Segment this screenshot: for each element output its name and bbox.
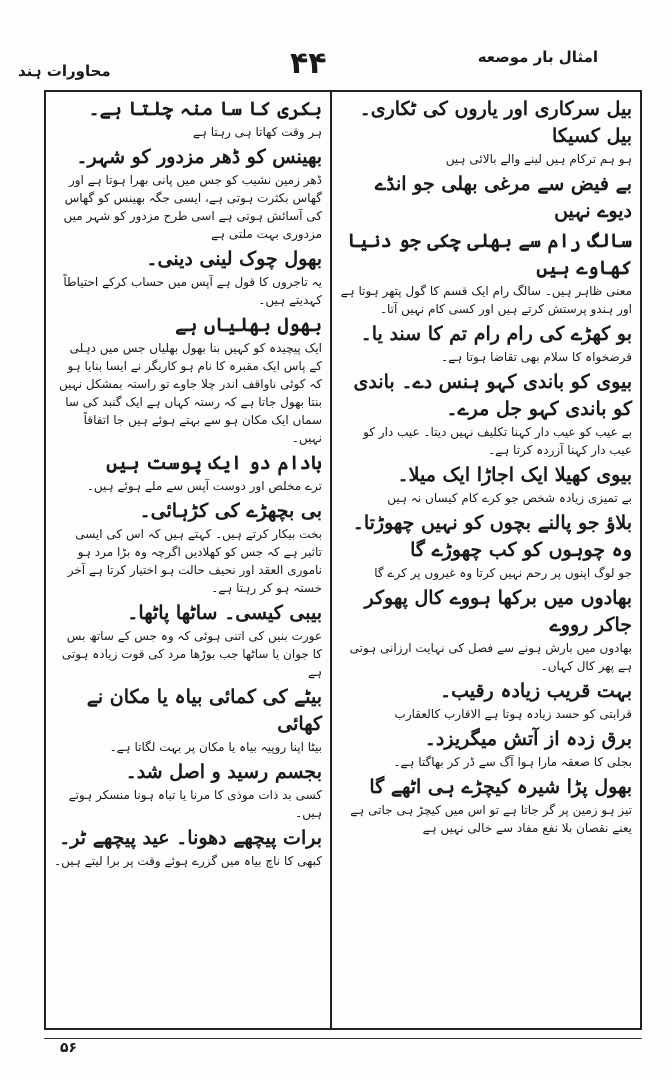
idiom-meaning: بجلی کا صعقہ مارا ہوا آگ سے ڈر کر بھاگتا ہے۔ xyxy=(393,755,632,769)
idiom-text: بھول چوک لینی دینی۔ xyxy=(146,248,322,270)
idiom-text: بلاؤ جو پالنے بچوں کو نہیں چھوڑتا۔ وہ چوہوں کو کب چھوڑے گا xyxy=(352,512,632,561)
idiom-entry xyxy=(340,726,632,771)
idiom-meaning: ڈھر زمین نشیب کو جس میں پانی بھرا ہوتا ہے اور گھاس بکثرت ہوتی ہے، ایسی جگہ بھینس کو گھاس کی آسائش ہوتی ہے اسی طرح مزدور کو شہر میں مزدوری بہت ملتی ہے xyxy=(63,173,322,241)
idiom-entry xyxy=(340,510,632,582)
idiom-entry xyxy=(54,96,322,141)
idiom-entry xyxy=(54,144,322,243)
idiom-meaning: ہو ہم ترکام ہیں لینے والے بالائی ہیں xyxy=(445,152,632,166)
idiom-entry xyxy=(340,678,632,723)
idiom-text: بھادوں میں برکھا ہووے کال پھوکر جاکر رووے xyxy=(364,587,632,636)
idiom-text: بو کھڑے کی رام رام تم کا سند یا۔ xyxy=(360,323,632,345)
idiom-entry xyxy=(54,759,322,822)
idiom-meaning: عورت بنیں کی اتنی ہوئی کہ وہ جس کے ساتھ بس کا جوان یا ساٹھا جب بوڑھا مرد کی قوت زیادہ ہوتی ہے xyxy=(61,629,322,679)
idiom-text: بھول پڑا شیرہ کیچڑے ہی اٹھے گا xyxy=(369,776,632,798)
idiom-meaning: قرضخواہ کا سلام بھی تقاضا ہوتا ہے۔ xyxy=(441,350,632,364)
left-column xyxy=(50,96,326,1024)
idiom-entry xyxy=(340,462,632,507)
idiom-entry xyxy=(340,96,632,168)
idiom-text: بکری کا سا منہ چلتا ہے۔ xyxy=(88,98,322,120)
idiom-meaning: ترے مخلص اور دوست آپس سے ملے ہوئے ہیں۔ xyxy=(86,479,322,493)
footer-number: ۵۶ xyxy=(60,1040,78,1056)
idiom-text: بجسم رسید و اصل شد۔ xyxy=(125,761,322,783)
idiom-text: برق زدہ از آتش میگریزد۔ xyxy=(424,728,632,750)
idiom-meaning: بھادوں میں بارش ہونے سے فصل کی نہایت ارزانی ہوتی ہے پھر کال کہاں۔ xyxy=(349,641,632,673)
idiom-entry xyxy=(340,228,632,318)
idiom-text: بھینس کو ڈھر مزدور کو شہر۔ xyxy=(76,146,322,168)
idiom-meaning: بے تمیزی زیادہ شخص جو کرے کام کیساں نہ ہیں xyxy=(387,491,632,505)
idiom-entry xyxy=(54,450,322,495)
idiom-text: بھول بھلیاں ہے xyxy=(175,314,322,336)
idiom-entry xyxy=(54,684,322,756)
idiom-meaning: کبھی کا ناچ بیاہ میں گزرے ہوئے وقت پر برا لیتے ہیں۔ xyxy=(54,854,322,868)
idiom-text: سالگ رام سے بھلی چکی جو دنیا کھاوے ہیں xyxy=(347,230,632,279)
idiom-text: بے فیض سے مرغی بھلی جو انڈے دیوے نہیں xyxy=(374,173,632,222)
idiom-text: برات پیچھے دھونا۔ عید پیچھے ٹر۔ xyxy=(59,827,322,849)
idiom-text: بیٹے کی کمائی بیاہ یا مکان نے کھائی xyxy=(86,686,322,735)
idiom-entry xyxy=(54,498,322,597)
idiom-text: بیل سرکاری اور یاروں کی ٹکاری۔ بیل کسیکا xyxy=(359,98,632,147)
idiom-entry xyxy=(340,369,632,459)
idiom-entry xyxy=(340,321,632,366)
idiom-meaning: جو لوگ اپنوں پر رحم نہیں کرتا وہ غیروں پر کرے گا xyxy=(374,566,632,580)
right-column xyxy=(336,96,636,1024)
idiom-meaning: بے عیب کو عیب دار کہنا تکلیف نہیں دیتا۔ عیب دار کو عیب دار کہنا آزردہ کرتا ہے۔ xyxy=(363,425,632,457)
idiom-meaning: کسی بد ذات موذی کا مرنا یا تباہ ہونا منسکر ہوتے ہیں۔ xyxy=(68,788,322,820)
page-number: ۴۴ xyxy=(290,46,327,81)
idiom-meaning: تیز ہو زمین پر گر جاتا ہے تو اس میں کیچڑ ہی جاتی ہے یعنے نقصان بلا نفع مفاد سے خالی نہیں ہے xyxy=(350,803,632,835)
idiom-entry xyxy=(54,312,322,447)
idiom-meaning: بخت بیکار کرتے ہیں۔ کہتے ہیں کہ اس کی ایسی تاثیر ہے کہ جس کو کھلادیں اگرچہ وہ بڑا مرد ہو ناموری العقد اور نحیف حالت ہو اختیار کرتا ہے آخر خستہ ہو کر رہتا ہے۔ xyxy=(67,527,322,595)
running-title: امثال بار موصعه xyxy=(477,48,598,66)
idiom-text: بی بچھڑے کی کڑہائی۔ xyxy=(139,500,322,522)
footer-rule xyxy=(44,1038,642,1039)
idiom-meaning: ہر وقت کھاتا ہی رہتا ہے xyxy=(192,125,322,139)
book-title: محاورات ہند xyxy=(18,62,111,80)
idiom-meaning: ایک پیچیدہ کو کہیں بنا بھول بھلیاں جس میں دہلی کے پاس ایک مقبرہ کا نام ہو کاریگر نے ایسا بنایا ہو کہ کوئی ناواقف اندر چلا جاوے تو راستہ بمشکل نہیں بنتا بھول جاتا ہے کہ رستہ کہاں ہے ایک گنبد کی سا سماں ایک مکان ہو سے بہتے ہوئے ہیں جا اتفاقاً نہیں۔ xyxy=(58,341,322,445)
idiom-entry xyxy=(340,774,632,837)
idiom-text: بادام دو ایک پوست ہیں xyxy=(106,452,322,474)
idiom-meaning: قرابتی کو حسد زیادہ ہوتا ہے الاقارب کالعقارب xyxy=(394,707,632,721)
idiom-text: بیبی کیسی۔ ساٹھا پاٹھا۔ xyxy=(127,602,322,624)
idiom-entry xyxy=(54,600,322,681)
idiom-entry xyxy=(54,825,322,870)
idiom-meaning: معنی ظاہر ہیں۔ سالگ رام ایک قسم کا گول پتھر ہوتا ہے اور ہندو پرستش کرتے ہیں اور کسی کام نہیں آتا۔ xyxy=(340,284,632,316)
idiom-meaning: بیٹا اپنا روپیہ بیاہ یا مکان پر بہت لگاتا ہے۔ xyxy=(109,740,322,754)
idiom-entry xyxy=(54,246,322,309)
column-divider xyxy=(330,92,332,1028)
idiom-text: بیوی کھیلا ایک اجاڑا ایک میلا۔ xyxy=(397,464,632,486)
idiom-entry xyxy=(340,171,632,225)
idiom-meaning: یہ تاجروں کا قول ہے آپس میں حساب کرکے احتیاطاً کہدیتے ہیں۔ xyxy=(63,275,322,307)
idiom-text: بہت قریب زیادہ رقیب۔ xyxy=(439,680,632,702)
idiom-text: بیوی کو باندی کہو ہنس دے۔ باندی کو باندی کہو جل مرے۔ xyxy=(353,371,632,420)
idiom-entry xyxy=(340,585,632,675)
